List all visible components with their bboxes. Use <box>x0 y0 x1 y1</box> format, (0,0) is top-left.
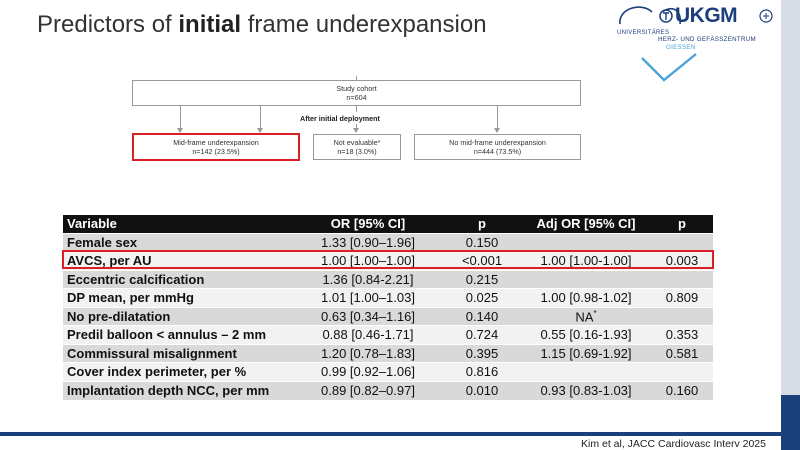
avcs-row-highlight <box>62 250 714 269</box>
flow-box-no-mid-frame-underexpansion: No mid-frame underexpansion n=444 (73.5%) <box>414 134 581 160</box>
cell-or: 0.89 [0.82–0.97] <box>293 381 443 400</box>
cell-variable: Eccentric calcification <box>63 270 293 289</box>
logo-line-3: GIESSEN <box>666 44 696 51</box>
cell-p: 0.140 <box>443 307 521 326</box>
cell-p: 0.215 <box>443 270 521 289</box>
col-header-or: OR [95% CI] <box>293 215 443 234</box>
cell-adj-or: 0.55 [0.16-1.93] <box>521 326 651 345</box>
flow-box-not-evaluable: Not evaluable* n=18 (3.0%) <box>313 134 401 160</box>
logo-brand: UKGM <box>675 4 738 27</box>
flow-box-mid-frame-underexpansion: Mid-frame underexpansion n=142 (23.5%) <box>132 133 300 161</box>
col-header-adj-or: Adj OR [95% CI] <box>521 215 651 234</box>
cell-adj-or: NA* <box>521 307 651 326</box>
cell-p: 0.025 <box>443 289 521 308</box>
cell-p: 0.395 <box>443 344 521 363</box>
cell-p: 0.010 <box>443 381 521 400</box>
cell-variable: Predil balloon < annulus – 2 mm <box>63 326 293 345</box>
cell-or: 0.88 [0.46-1.71] <box>293 326 443 345</box>
cell-adj-p: 0.809 <box>651 289 713 308</box>
col-header-variable: Variable <box>63 215 293 234</box>
table-row <box>63 289 713 308</box>
col-header-adj-p: p <box>651 215 713 234</box>
cell-variable: Implantation depth NCC, per mm <box>63 381 293 400</box>
col-header-p: p <box>443 215 521 234</box>
side-decor-bar <box>781 0 800 395</box>
footer-rule <box>0 432 781 436</box>
flow-after-label: After initial deployment <box>300 114 380 123</box>
cell-variable: AVCS, per AU <box>63 252 293 271</box>
cell-adj-p: 0.581 <box>651 344 713 363</box>
side-decor-bar-dark <box>781 395 800 450</box>
cell-adj-p: 0.160 <box>651 381 713 400</box>
table-header-row <box>63 215 713 234</box>
cell-variable: Cover index perimeter, per % <box>63 363 293 382</box>
cell-or: 1.01 [1.00–1.03] <box>293 289 443 308</box>
logo-line-1: UNIVERSITÄRES <box>617 30 670 36</box>
table-row <box>63 270 713 289</box>
cell-adj-p <box>651 270 713 289</box>
cell-or: 1.20 [0.78–1.83] <box>293 344 443 363</box>
cell-adj-p <box>651 233 713 252</box>
citation-footnote: Kim et al, JACC Cardiovasc Interv 2025 <box>581 438 766 450</box>
flow-arrow <box>494 128 500 133</box>
cell-adj-or <box>521 233 651 252</box>
predictors-table <box>63 214 713 400</box>
logo-line-2: HERZ- UND GEFÄSSZENTRUM <box>658 36 756 43</box>
cell-p: 0.816 <box>443 363 521 382</box>
cell-adj-p <box>651 363 713 382</box>
cell-variable: DP mean, per mmHg <box>63 289 293 308</box>
table-row <box>63 307 713 326</box>
cell-adj-or <box>521 270 651 289</box>
cell-variable: Commissural misalignment <box>63 344 293 363</box>
flow-box-study-cohort: Study cohort n=604 <box>132 80 581 106</box>
cell-or: 1.36 [0.84-2.21] <box>293 270 443 289</box>
cell-adj-or <box>521 363 651 382</box>
cell-or: 0.63 [0.34–1.16] <box>293 307 443 326</box>
cell-or: 1.33 [0.90–1.96] <box>293 233 443 252</box>
cell-adj-or: 1.00 [0.98-1.02] <box>521 289 651 308</box>
cell-or: 0.99 [0.92–1.06] <box>293 363 443 382</box>
cell-p: 0.150 <box>443 233 521 252</box>
flow-connector <box>356 106 357 112</box>
cell-adj-p <box>651 307 713 326</box>
flow-arrow <box>353 128 359 133</box>
table-row <box>63 363 713 382</box>
cell-adj-p: 0.353 <box>651 326 713 345</box>
table-row <box>63 344 713 363</box>
ukgm-logo <box>612 2 778 84</box>
cell-adj-or: 1.15 [0.69-1.92] <box>521 344 651 363</box>
table-row <box>63 326 713 345</box>
cell-adj-p: 0.003 <box>651 252 713 271</box>
table-row <box>63 233 713 252</box>
cell-adj-or: 0.93 [0.83-1.03] <box>521 381 651 400</box>
cell-adj-or: 1.00 [1.00-1.00] <box>521 252 651 271</box>
table-row <box>63 381 713 400</box>
cell-variable: Female sex <box>63 233 293 252</box>
slide-title: Predictors of initial frame underexpansion <box>37 11 487 38</box>
cell-or: 1.00 [1.00–1.00] <box>293 252 443 271</box>
cell-variable: No pre-dilatation <box>63 307 293 326</box>
cell-p: <0.001 <box>443 252 521 271</box>
cell-p: 0.724 <box>443 326 521 345</box>
